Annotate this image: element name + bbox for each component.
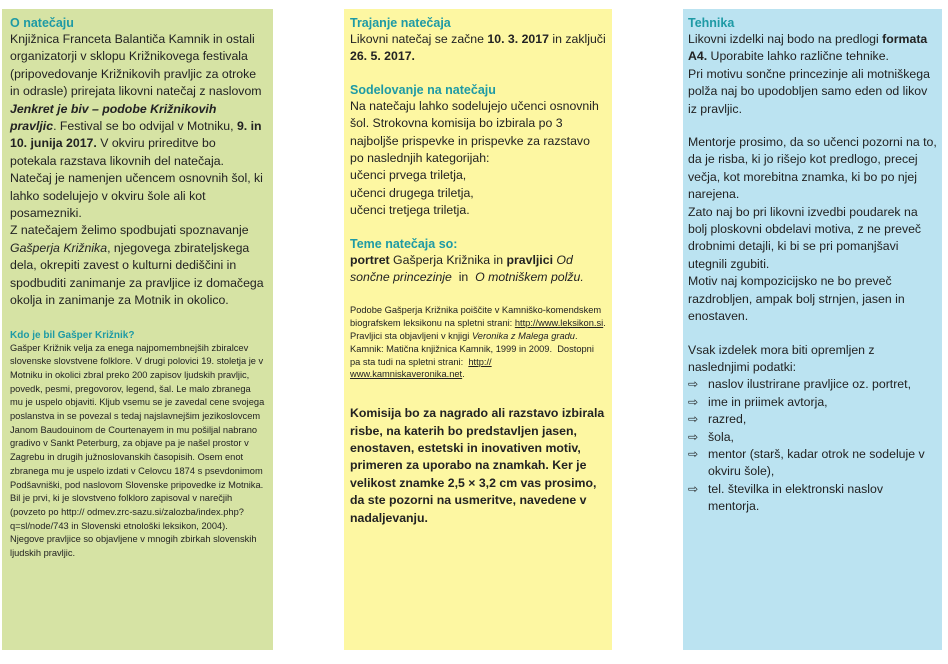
note-text-2: . xyxy=(603,318,606,329)
veronika-link[interactable]: http:// www.kamniskaveronika.net xyxy=(350,356,492,380)
tale-1-title: Od sončne princezinje xyxy=(350,252,573,285)
theme-portrait: portret xyxy=(350,252,390,267)
equip-text: Vsak izdelek mora biti opremljen z naslednjimi podatki: xyxy=(688,342,875,374)
list-item-text: tel. številka in elektronski naslov mentorja. xyxy=(708,481,883,514)
arrow-icon: ⇨ xyxy=(688,377,699,392)
technique-text-1: Likovni izdelki naj bodo na predlogi xyxy=(688,32,883,46)
who-text-2: Njegove pravljice so objavljene v mnogih zbirkah slovenskih ljudskih pravljic. xyxy=(10,534,257,559)
note-text-4: . Kamnik: Matična knjižnica Kamnik, 1999 in 2009. Dostopni pa sta tudi na spletni strani: xyxy=(350,331,597,367)
themes-text-1: Gašperja Križnika in xyxy=(389,252,507,267)
goal-text-2: , njegovega zbirateljskega dela, okrepiti zavest o kulturni dediščini in spodbuditi zanimanje za pravljice iz domačega okolja in zanimanje za Motnik in okolico. xyxy=(10,240,264,308)
list-item xyxy=(688,481,937,516)
list-item-text: naslov ilustrirane pravljice oz. portret, xyxy=(708,377,911,392)
who-heading: Kdo je bil Gašper Križnik? xyxy=(10,329,135,341)
participation-text: Na natečaju lahko sodelujejo učenci osnovnih šol. Strokovna komisija bo izbirala po 3 najboljše prispevke in prispevke za razstavo po naslednjih kategorijah: xyxy=(350,98,599,166)
arrow-icon: ⇨ xyxy=(688,481,699,496)
note-text-3: Pravljici sta objavljeni v knjigi xyxy=(350,331,472,342)
about-intro-text: Knjižnica Franceta Balantiča Kamnik in ostali organizatorji v sklopu Križnikovega festivala (pripovedovanje Križnikovih pravljic za otroke in odrasle) prirejata likovni natečaj z naslovom xyxy=(10,32,262,99)
format-a4: formata A4. xyxy=(688,32,928,64)
goal-text: Z natečajem želimo spodbujati spoznavanje xyxy=(10,223,249,238)
list-item xyxy=(688,446,937,481)
award-text: Komisija bo za nagrado ali razstavo izbirala risbe, na katerih bo predstavljen jasen, enostaven, estetski in inovativen motiv, primeren za uporabo na znamkah. Ker je velikost znamke 2,5 × 3,2 cm vas prosimo, da ste pozorni na usmeritve, navedene v nadaljevanju. xyxy=(350,406,605,525)
technique-text-2: Uporabite lahko različne tehnike. xyxy=(707,49,889,64)
technique-heading: Tehnika xyxy=(688,16,735,30)
duration-text-2: in zaključi xyxy=(548,32,620,46)
about-intro-text-3: V okviru prireditve bo potekala razstava likovnih del natečaja. Natečaj je namenjen učencem osnovnih šol, ki lahko sodelujejo v okviru šole ali kot posamezniki. xyxy=(10,136,263,221)
list-item xyxy=(688,429,937,446)
theme-tales: pravljici xyxy=(506,252,553,267)
duration-text xyxy=(350,31,620,66)
arrow-icon: ⇨ xyxy=(688,429,699,444)
sources-note xyxy=(350,304,606,381)
column-contest-details xyxy=(344,9,620,650)
participation-heading: Sodelovanje na natečaju xyxy=(350,82,496,97)
detail-text: Zato naj bo pri likovni izvedbi poudarek na bolj ploskovni obdelavi motiva, z ne preveč drobnimi detajli, ki bi se pri pomanjšavi utegnili zgubiti. xyxy=(688,204,922,271)
note-text-5: . xyxy=(462,369,465,380)
list-item-text: šola, xyxy=(708,429,734,444)
start-date: 10. 3. 2017 xyxy=(487,32,549,46)
about-intro xyxy=(10,31,265,222)
motif-text: Pri motivu sončne princezinje ali motniškega polža naj bo upodobljen samo eden od likov iz pravljic. xyxy=(688,66,930,116)
list-item xyxy=(688,394,937,411)
book-title: Veronika z Malega gradu xyxy=(471,331,575,342)
arrow-icon: ⇨ xyxy=(688,412,699,427)
category-item: učenci drugega triletja, xyxy=(350,185,474,200)
list-item xyxy=(688,411,937,428)
end-date: 26. 5. 2017. xyxy=(350,49,415,64)
note-text-1: Podobe Gašperja Križnika poiščite v Kamniško-komendskem biografskem leksikonu na spletni strani: xyxy=(350,305,602,329)
themes-heading: Teme natečaja so: xyxy=(350,236,458,251)
composition-text: Motiv naj kompozicijsko ne bo preveč razdrobljen, ampak bolj strnjen, jasen in enostaven. xyxy=(688,274,905,324)
category-item: učenci prvega triletja, xyxy=(350,168,467,183)
about-goal xyxy=(10,222,265,309)
column-about-contest xyxy=(2,9,273,650)
category-item: učenci tretjega triletja. xyxy=(350,203,470,218)
list-item xyxy=(688,376,937,393)
required-data-list xyxy=(688,376,937,515)
festival-dates: 9. in 10. junija 2017. xyxy=(10,119,262,151)
tale-2-title: O motniškem polžu. xyxy=(475,270,584,285)
arrow-icon: ⇨ xyxy=(688,446,699,461)
themes-text-2: in xyxy=(451,270,476,285)
themes-text xyxy=(350,252,606,287)
leksikon-link[interactable]: http://www.leksikon.si xyxy=(514,318,604,329)
mentors-text: Mentorje prosimo, da so učenci pozorni na to, da je risba, ki jo rišejo kot predlogo, precej večja, kot morebitna znamka, ki bo po njej narejena. xyxy=(688,135,937,202)
contest-title: Jenkret je biv – podobe Križnikovih pravljic xyxy=(10,101,217,134)
about-heading: O natečaju xyxy=(10,16,74,30)
duration-heading: Trajanje natečaja xyxy=(350,16,451,30)
list-item-text: mentor (starš, kadar otrok ne sodeluje v okviru šole), xyxy=(708,446,925,479)
list-item-text: razred, xyxy=(708,412,747,427)
technique-text xyxy=(688,31,937,66)
column-technique xyxy=(683,9,942,650)
arrow-icon: ⇨ xyxy=(688,394,699,409)
list-item-text: ime in priimek avtorja, xyxy=(708,394,828,409)
about-intro-text-2: . Festival se bo odvijal v Motniku, xyxy=(53,119,237,134)
who-text: Gašper Križnik velja za enega najpomembnejših zbiralcev slovenske slovstvene folklore. V drugi polovici 19. stoletja je v Motniku in okolici zbral preko 200 zapisov ljudskih pravljic, povedk, pesmi, pregovorov, legend, šal. Le malo zbranega mu je uspelo objaviti. Kljub vsemu se je zavedal cene svojega poslanstva in se povezal s tedaj najslavnejšim jezikoslovcem Janom Baudouinom de Courtenayem in mu pošiljal nabrano gradivo v Sankt Peterburg, za objave pa je našel prostor v Zagrebu in drugih južnoslovanskih časopisih. Osem enot zbranega mu je uspelo izdati v Celovcu 1874 s psevdonimom Podšavniški, pod naslovom Slovenske pripovedke iz Motnika. Bil je prvi, ki je slovstveno folkloro zapisoval v narečjih (povzeto po http:// odmev.zrc-sazu.si/zalozba/index.php?q=sl/node/743 in Slovenski etnološki leksikon, 2004). xyxy=(10,342,265,531)
duration-text-1: Likovni natečaj se začne xyxy=(350,32,488,46)
goal-name: Gašperja Križnika xyxy=(10,240,108,255)
